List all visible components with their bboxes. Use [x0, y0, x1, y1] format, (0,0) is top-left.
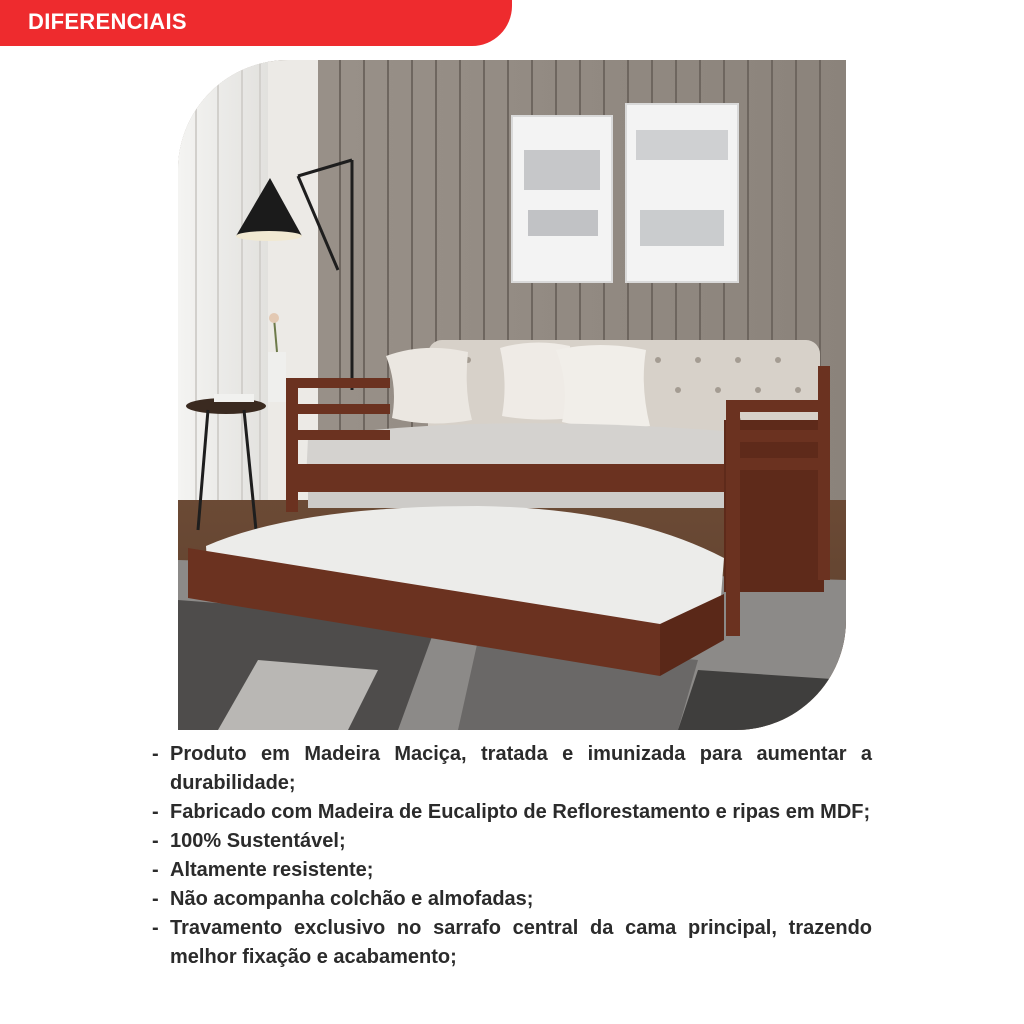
feature-text: Altamente resistente;: [170, 859, 374, 881]
feature-text: Travamento exclusivo no sarrafo central da cama principal, trazendo melhor fixação e acabamento;: [170, 917, 872, 968]
bullet-dash: -: [152, 801, 159, 823]
feature-item: [152, 885, 872, 914]
feature-item: [152, 798, 872, 827]
feature-text: Fabricado com Madeira de Eucalipto de Reflorestamento e ripas em MDF;: [170, 801, 871, 823]
feature-item: [152, 740, 872, 798]
bullet-dash: -: [152, 888, 159, 910]
feature-list: [152, 740, 872, 972]
bullet-dash: -: [152, 859, 159, 881]
bullet-dash: -: [152, 743, 159, 765]
bullet-dash: -: [152, 917, 159, 939]
bullet-dash: -: [152, 830, 159, 852]
product-photo: [178, 60, 846, 730]
feature-text: Produto em Madeira Maciça, tratada e imunizada para aumentar a durabilidade;: [170, 743, 872, 794]
feature-item: [152, 856, 872, 885]
feature-text: 100% Sustentável;: [170, 830, 346, 852]
feature-item: [152, 914, 872, 972]
feature-text: Não acompanha colchão e almofadas;: [170, 888, 534, 910]
product-photo-illustration: [178, 60, 846, 730]
header-title: DIFERENCIAIS: [28, 9, 187, 34]
feature-item: [152, 827, 872, 856]
header-banner: [0, 0, 512, 46]
